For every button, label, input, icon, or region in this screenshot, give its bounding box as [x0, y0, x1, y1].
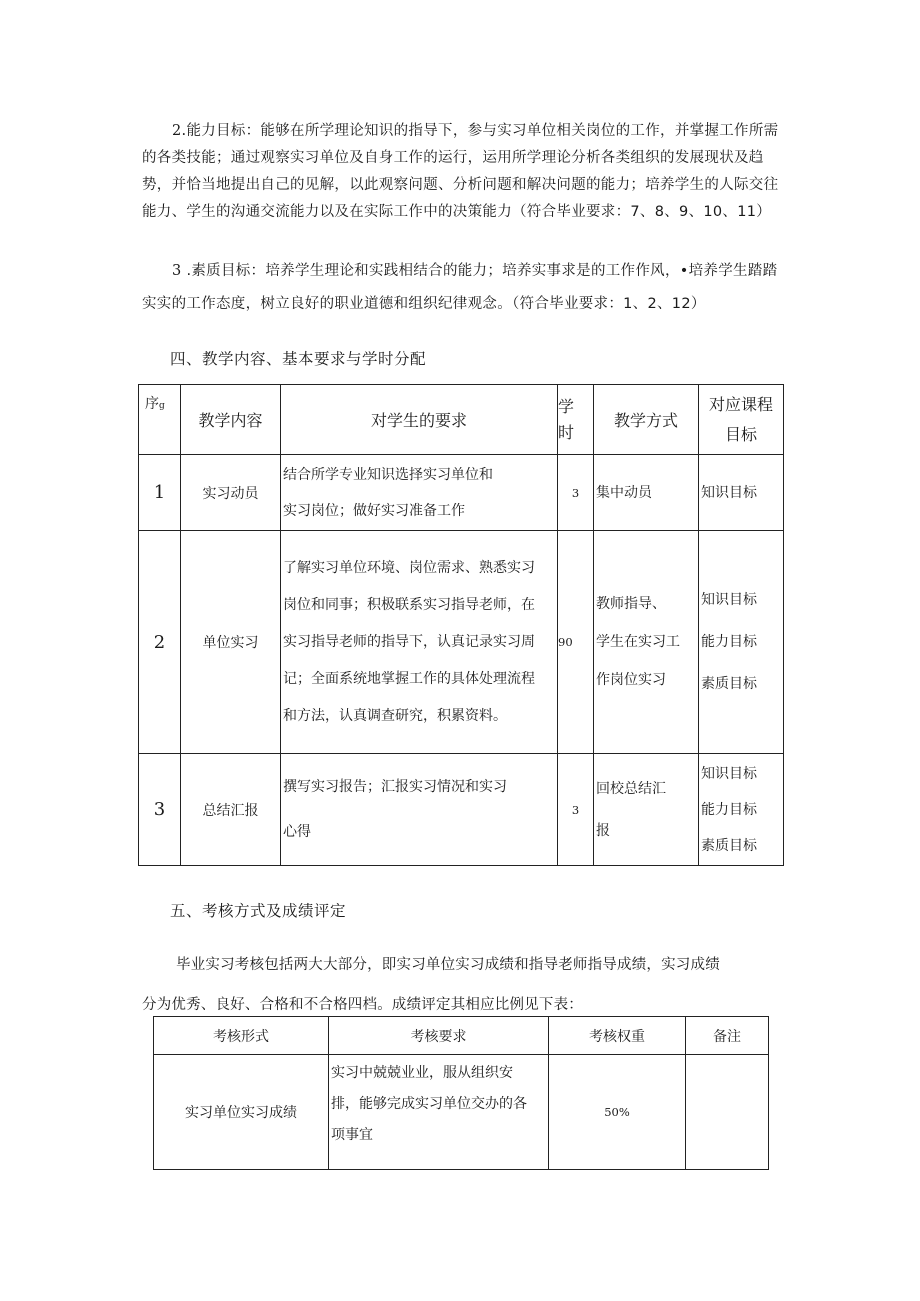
- row-hours: 3: [558, 455, 594, 531]
- table-row: [154, 1055, 769, 1170]
- quality-goal-number: 3: [172, 263, 182, 279]
- row-weight: 50%: [549, 1055, 686, 1170]
- ability-goal-text: 能力目标：能够在所学理论知识的指导下，参与实习单位相关岗位的工作，并掌握工作所需的各类技能；通过观察实习单位及自身工作的运行，运用所学理论分析各类组织的发展现状及趋势，并恰当地提出自己的见解，以此观察问题、分析问题和解决问题的能力；培养学生的人际交往能力、学生的沟通交流能力以及在实际工作中的决策能力（符合毕业要求：7、8、9、10、11）: [142, 123, 779, 220]
- assessment-table: [153, 1016, 769, 1170]
- table1-header-row: [139, 385, 784, 455]
- row-content: 实习动员: [181, 455, 281, 531]
- header-seq: 序g: [139, 385, 181, 455]
- ability-goal-number: 2.: [172, 123, 187, 139]
- assessment-paragraph-line2: 分为优秀、良好、合格和不合格四档。成绩评定其相应比例见下表：: [142, 997, 583, 1013]
- row-target: 知识目标 能力目标 素质目标: [699, 754, 784, 866]
- header-form: 考核形式: [154, 1017, 329, 1055]
- row-number: 2: [139, 531, 181, 754]
- table-row: [139, 531, 784, 754]
- header-method: 教学方式: [594, 385, 699, 455]
- row-requirement: 撰写实习报告；汇报实习情况和实习 心得: [281, 754, 558, 866]
- header-requirement: 对学生的要求: [281, 385, 558, 455]
- row-hours: 90: [558, 531, 594, 754]
- row-content: 总结汇报: [181, 754, 281, 866]
- quality-goal-paragraph: [142, 255, 790, 321]
- row-method: 回校总结汇 报: [594, 754, 699, 866]
- row-note: [686, 1055, 769, 1170]
- header-weight: 考核权重: [549, 1017, 686, 1055]
- row-content: 单位实习: [181, 531, 281, 754]
- header-note: 备注: [686, 1017, 769, 1055]
- row-requirement: 实习中兢兢业业，服从组织安 排，能够完成实习单位交办的各 项事宜: [329, 1055, 549, 1170]
- ability-goal-paragraph: [142, 118, 790, 226]
- header-requirement: 考核要求: [329, 1017, 549, 1055]
- section4-heading: 四、教学内容、基本要求与学时分配: [170, 350, 427, 368]
- header-content: 教学内容: [181, 385, 281, 455]
- row-method: 教师指导、 学生在实习工 作岗位实习: [594, 531, 699, 754]
- row-hours: 3: [558, 754, 594, 866]
- row-target: 知识目标: [699, 455, 784, 531]
- table-row: [139, 455, 784, 531]
- row-number: 3: [139, 754, 181, 866]
- assessment-paragraph-line1: 毕业实习考核包括两大大部分，即实习单位实习成绩和指导老师指导成绩，实习成绩: [176, 957, 720, 973]
- row-form: 实习单位实习成绩: [154, 1055, 329, 1170]
- section5-heading: 五、考核方式及成绩评定: [170, 902, 347, 920]
- header-hours: 学 时: [558, 385, 594, 455]
- teaching-content-table: [138, 384, 784, 866]
- row-requirement: 结合所学专业知识选择实习单位和 实习岗位；做好实习准备工作: [281, 455, 558, 531]
- row-target: 知识目标 能力目标 素质目标: [699, 531, 784, 754]
- table2-header-row: [154, 1017, 769, 1055]
- row-requirement: 了解实习单位环境、岗位需求、熟悉实习 岗位和同事；积极联系实习指导老师，在 实习指导老师的指导下，认真记录实习周 记；全面系统地掌握工作的具体处理流程 和方法，认真调查研究，积累资料。: [281, 531, 558, 754]
- row-method: 集中动员: [594, 455, 699, 531]
- table-row: [139, 754, 784, 866]
- header-target: 对应课程 目标: [699, 385, 784, 455]
- row-number: 1: [139, 455, 181, 531]
- quality-goal-text: .素质目标：培养学生理论和实践相结合的能力；培养实事求是的工作作风，•培养学生踏踏实实的工作态度，树立良好的职业道德和组织纪律观念。（符合毕业要求：1、2、12）: [142, 263, 778, 312]
